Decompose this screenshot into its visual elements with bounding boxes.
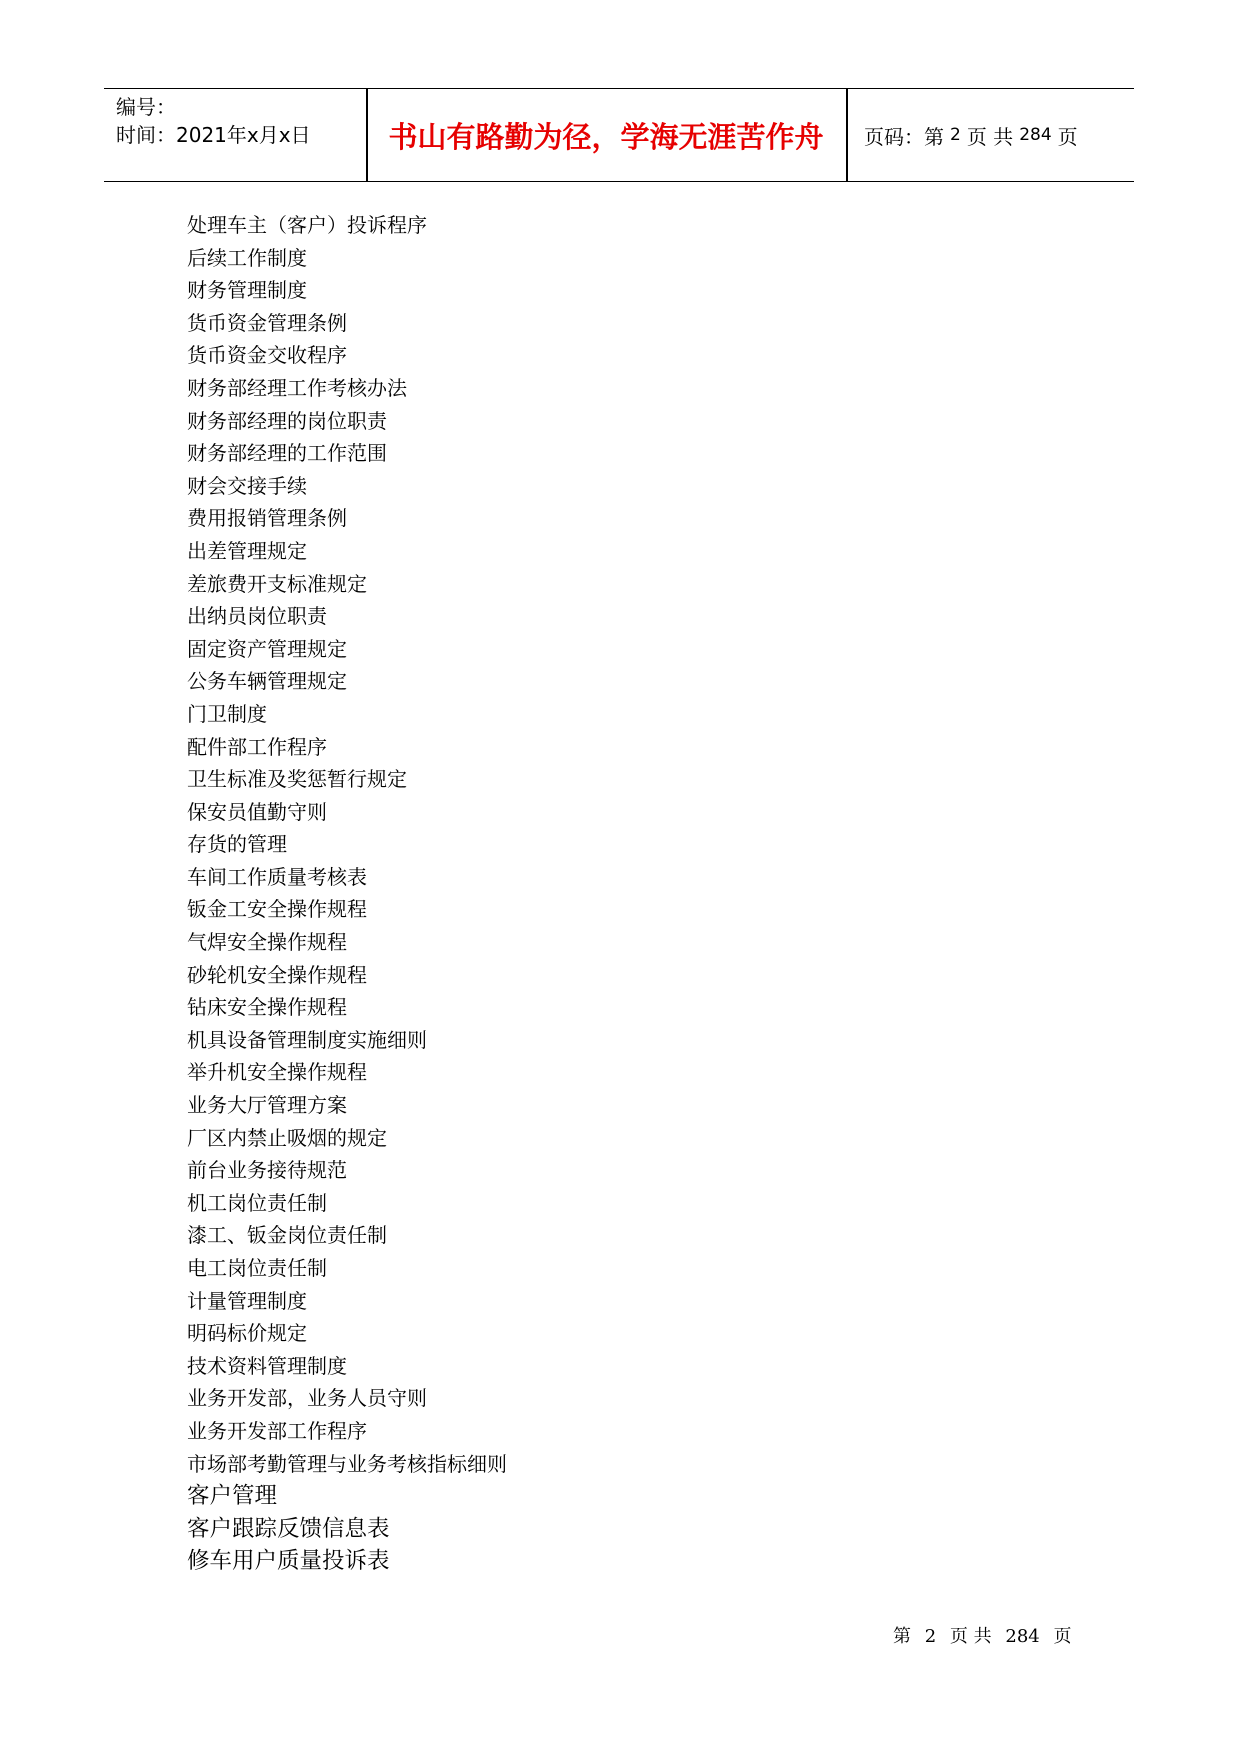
list-item: 后续工作制度: [187, 245, 307, 270]
list-item: 客户跟踪反馈信息表: [187, 1515, 390, 1542]
list-item: 差旅费开支标准规定: [187, 571, 367, 596]
list-item: 财会交接手续: [187, 473, 307, 498]
list-item: 修车用户质量投诉表: [187, 1548, 390, 1575]
page-footer: [893, 1622, 1079, 1648]
contents-list: [187, 209, 507, 1578]
list-item: 市场部考勤管理与业务考核指标细则: [187, 1451, 507, 1476]
list-item: 举升机安全操作规程: [187, 1060, 367, 1085]
list-item: 机工岗位责任制: [187, 1190, 327, 1215]
header-divider-right: [846, 89, 848, 181]
list-item: 费用报销管理条例: [187, 506, 347, 531]
list-item: 财务管理制度: [187, 278, 307, 303]
list-item: 出差管理规定: [187, 538, 307, 563]
page-current: 2: [950, 125, 961, 145]
footer-suffix: 页: [1053, 1626, 1072, 1647]
list-item: 财务部经理工作考核办法: [187, 375, 407, 400]
list-item: 卫生标准及奖惩暂行规定: [187, 767, 407, 792]
list-item: 处理车主（客户）投诉程序: [187, 213, 427, 237]
header-page-number: [864, 89, 1078, 181]
list-item: 技术资料管理制度: [187, 1353, 347, 1378]
list-item: 气焊安全操作规程: [187, 930, 347, 955]
list-item: 漆工、钣金岗位责任制: [187, 1223, 387, 1248]
list-item: 客户管理: [187, 1483, 278, 1510]
list-item: 固定资产管理规定: [187, 636, 347, 661]
list-item: 配件部工作程序: [187, 734, 327, 759]
list-item: 门卫制度: [187, 701, 267, 726]
list-item: 存货的管理: [187, 832, 287, 857]
list-item: 保安员值勤守则: [187, 799, 327, 824]
list-item: 明码标价规定: [187, 1321, 307, 1346]
list-item: 出纳员岗位职责: [187, 604, 327, 629]
list-item: 砂轮机安全操作规程: [187, 962, 367, 987]
list-item: 计量管理制度: [187, 1288, 307, 1313]
page-total: 284: [1019, 125, 1052, 145]
footer-current: 2: [924, 1626, 937, 1647]
list-item: 业务开发部工作程序: [187, 1418, 367, 1443]
list-item: 货币资金管理条例: [187, 310, 347, 335]
list-item: 财务部经理的岗位职责: [187, 408, 387, 433]
list-item: 业务开发部，业务人员守则: [187, 1386, 427, 1411]
list-item: 厂区内禁止吸烟的规定: [187, 1125, 387, 1150]
footer-mid: 页 共: [949, 1626, 992, 1647]
footer-total: 284: [1005, 1626, 1040, 1647]
number-label: 编号：: [116, 95, 176, 119]
header-meta: [116, 93, 366, 149]
page-header: [104, 88, 1134, 182]
header-motto: 书山有路勤为径，学海无涯苦作舟: [388, 119, 824, 154]
page-suffix: 页: [1057, 124, 1078, 149]
time-label: 时间：2021年x月x日: [116, 123, 311, 147]
list-item: 货币资金交收程序: [187, 343, 347, 368]
footer-prefix: 第: [893, 1626, 911, 1647]
list-item: 业务大厅管理方案: [187, 1093, 347, 1118]
list-item: 车间工作质量考核表: [187, 864, 367, 889]
page-mid: 页 共: [966, 124, 1014, 149]
list-item: 电工岗位责任制: [187, 1256, 327, 1280]
list-item: 机具设备管理制度实施细则: [187, 1027, 427, 1052]
page-prefix: 页码：第: [864, 124, 944, 149]
list-item: 前台业务接待规范: [187, 1158, 347, 1183]
list-item: 公务车辆管理规定: [187, 669, 347, 694]
list-item: 钣金工安全操作规程: [187, 897, 367, 922]
list-item: 钻床安全操作规程: [187, 995, 347, 1020]
list-item: 财务部经理的工作范围: [187, 441, 387, 466]
